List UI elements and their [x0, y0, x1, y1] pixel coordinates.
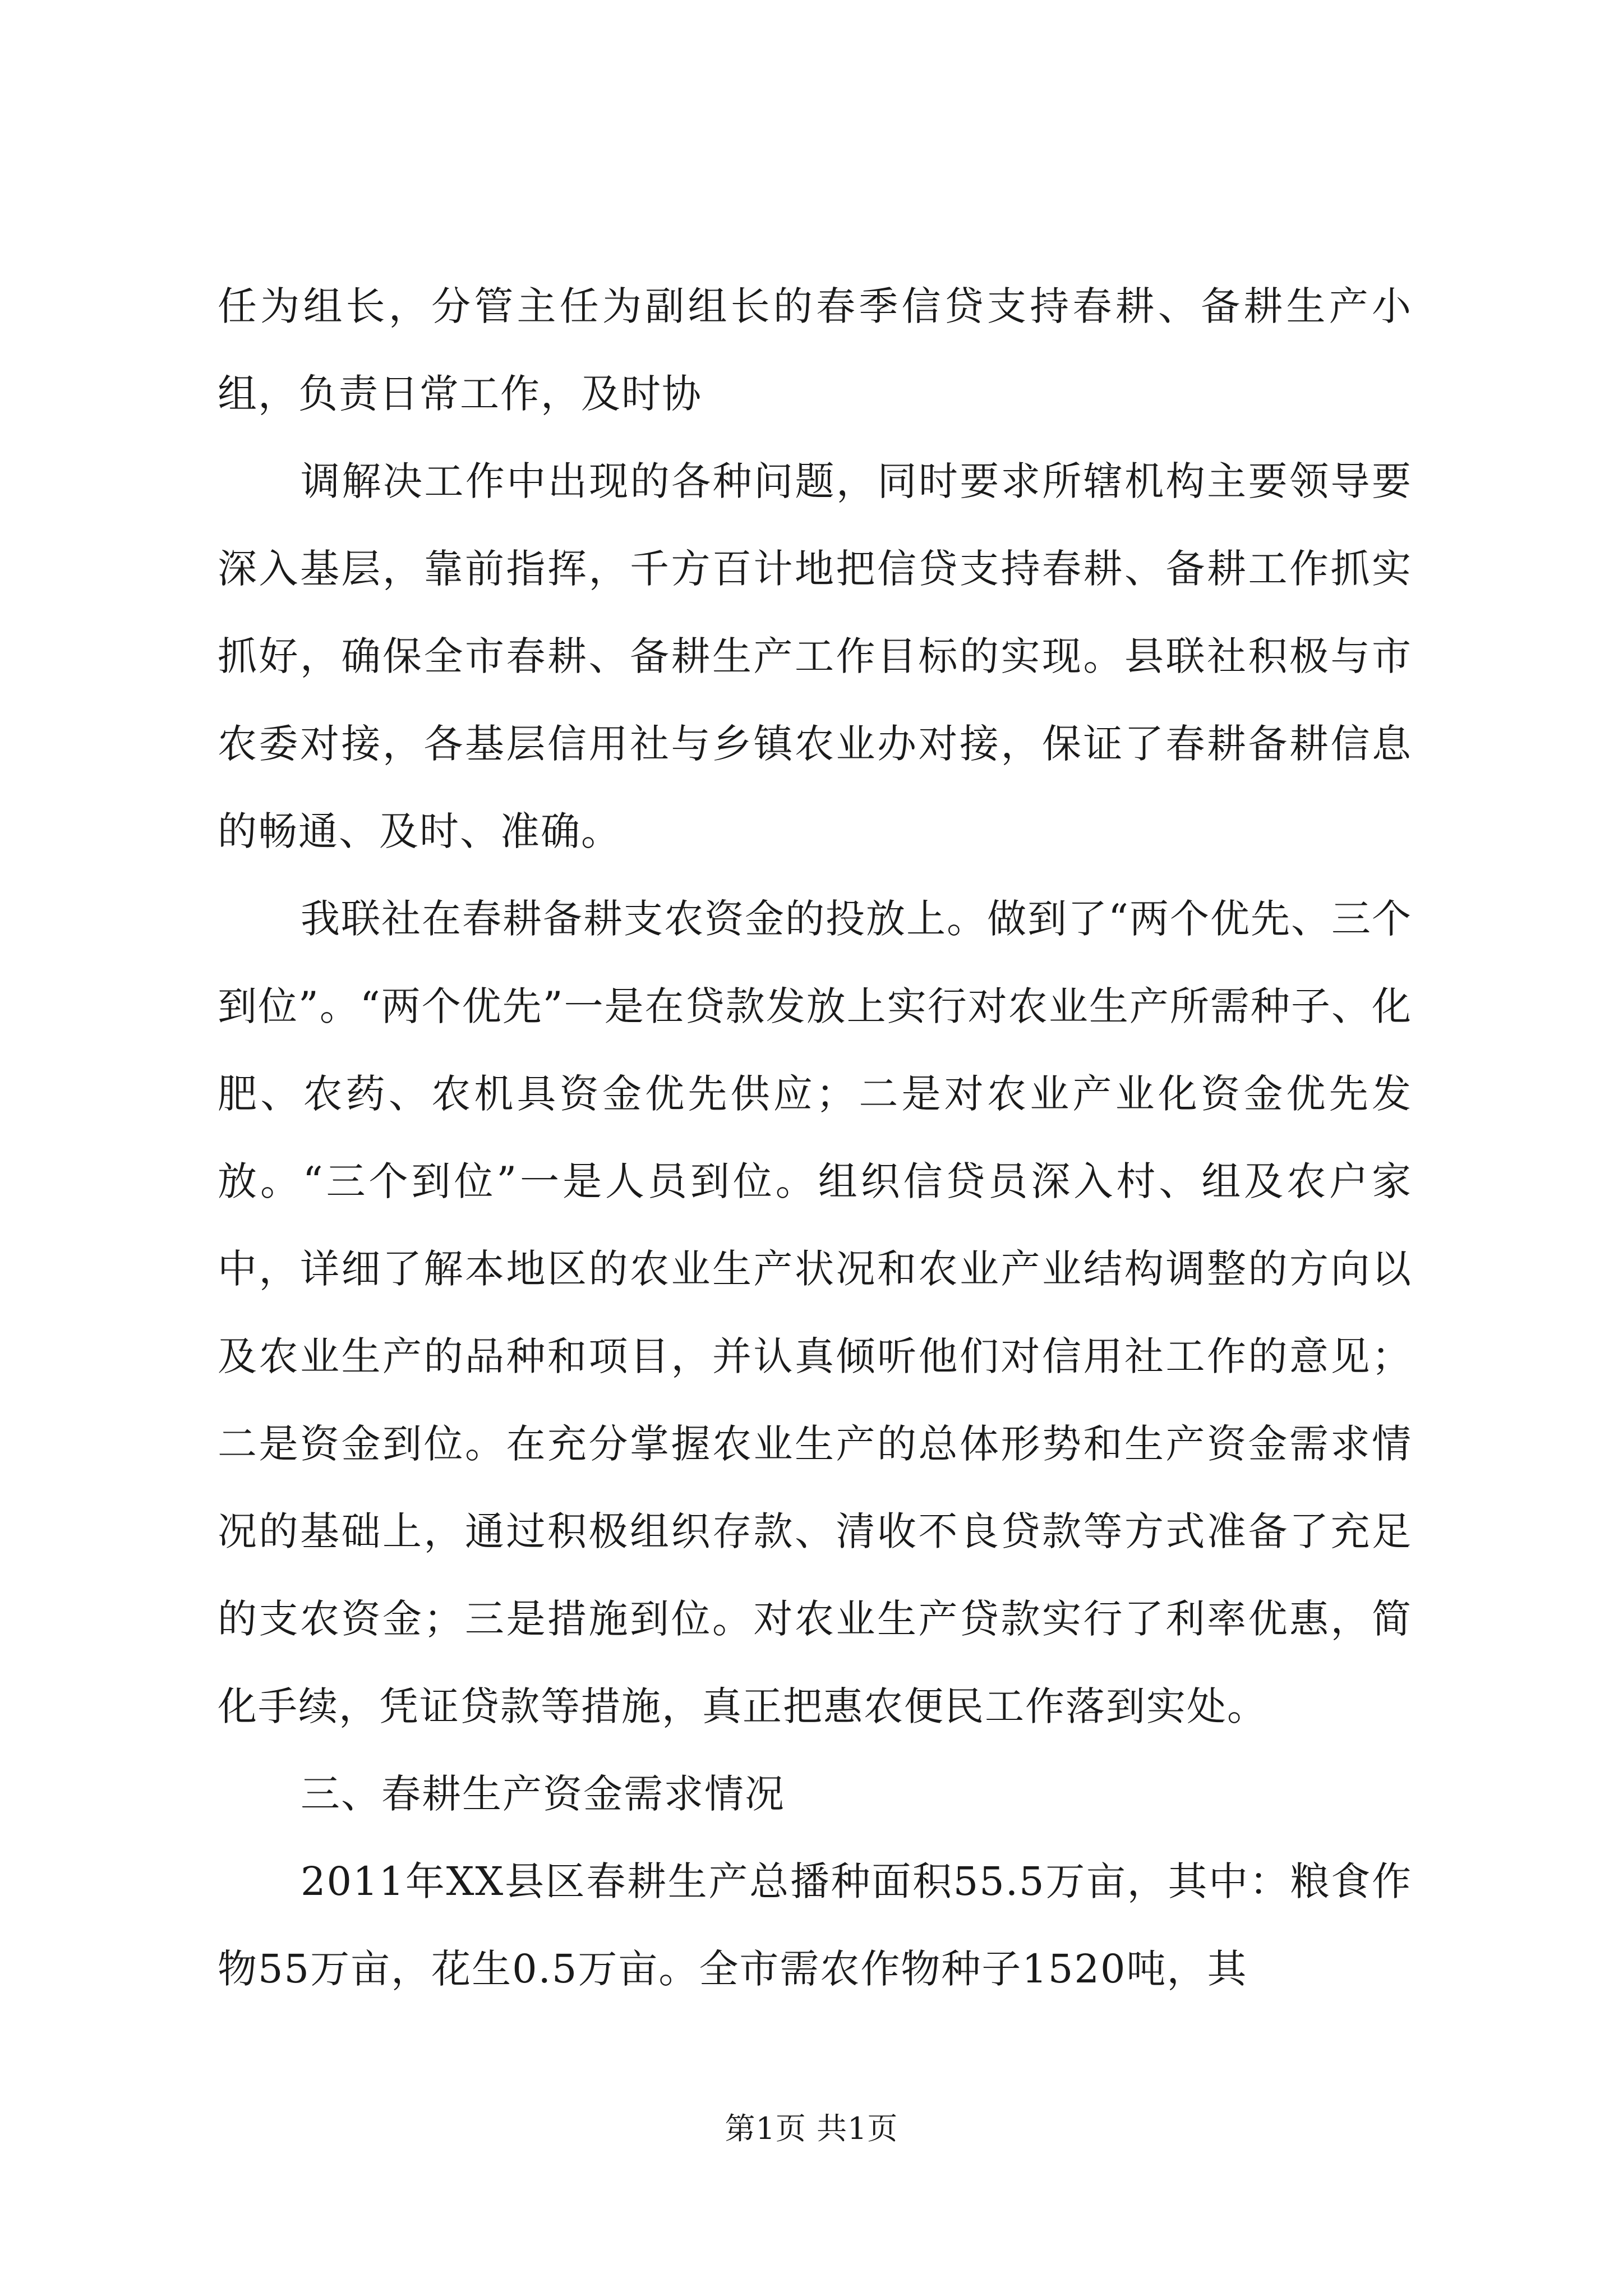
page-number-footer: 第1页 共1页	[725, 2111, 898, 2146]
paragraph-3: 我联社在春耕备耕支农资金的投放上。做到了“两个优先、三个到位”。“两个优先”一是在贷款发放上实行对农业生产所需种子、化肥、农药、农机具资金优先供应；二是对农业产业化资金优先发放。“三个到位”一是人员到位。组织信贷员深入村、组及农户家中，详细了解本地区的农业生产状况和农业产业结构调整的方向以及农业生产的品种和项目，并认真倾听他们对信用社工作的意见；二是资金到位。在充分掌握农业生产的总体形势和生产资金需求情况的基础上，通过积极组织存款、清收不良贷款等方式准备了充足的支农资金；三是措施到位。对农业生产贷款实行了利率优惠，简化手续，凭证贷款等措施，真正把惠农便民工作落到实处。	[218, 896, 1412, 1729]
paragraph-2: 调解决工作中出现的各种问题，同时要求所辖机构主要领导要深入基层，靠前指挥，千方百计地把信贷支持春耕、备耕工作抓实抓好，确保全市春耕、备耕生产工作目标的实现。县联社积极与市农委对接，各基层信用社与乡镇农业办对接，保证了春耕备耕信息的畅通、及时、准确。	[218, 458, 1412, 854]
paragraph-4: 2011年XX县区春耕生产总播种面积55.5万亩，其中：粮食作物55万亩，花生0.5万亩。全市需农作物种子1520吨，其	[218, 1858, 1412, 1992]
document-body	[218, 263, 1412, 2013]
section-heading: 三、春耕生产资金需求情况	[301, 1771, 785, 1817]
paragraph-1: 任为组长，分管主任为副组长的春季信贷支持春耕、备耕生产小组，负责日常工作，及时协	[218, 283, 1412, 417]
